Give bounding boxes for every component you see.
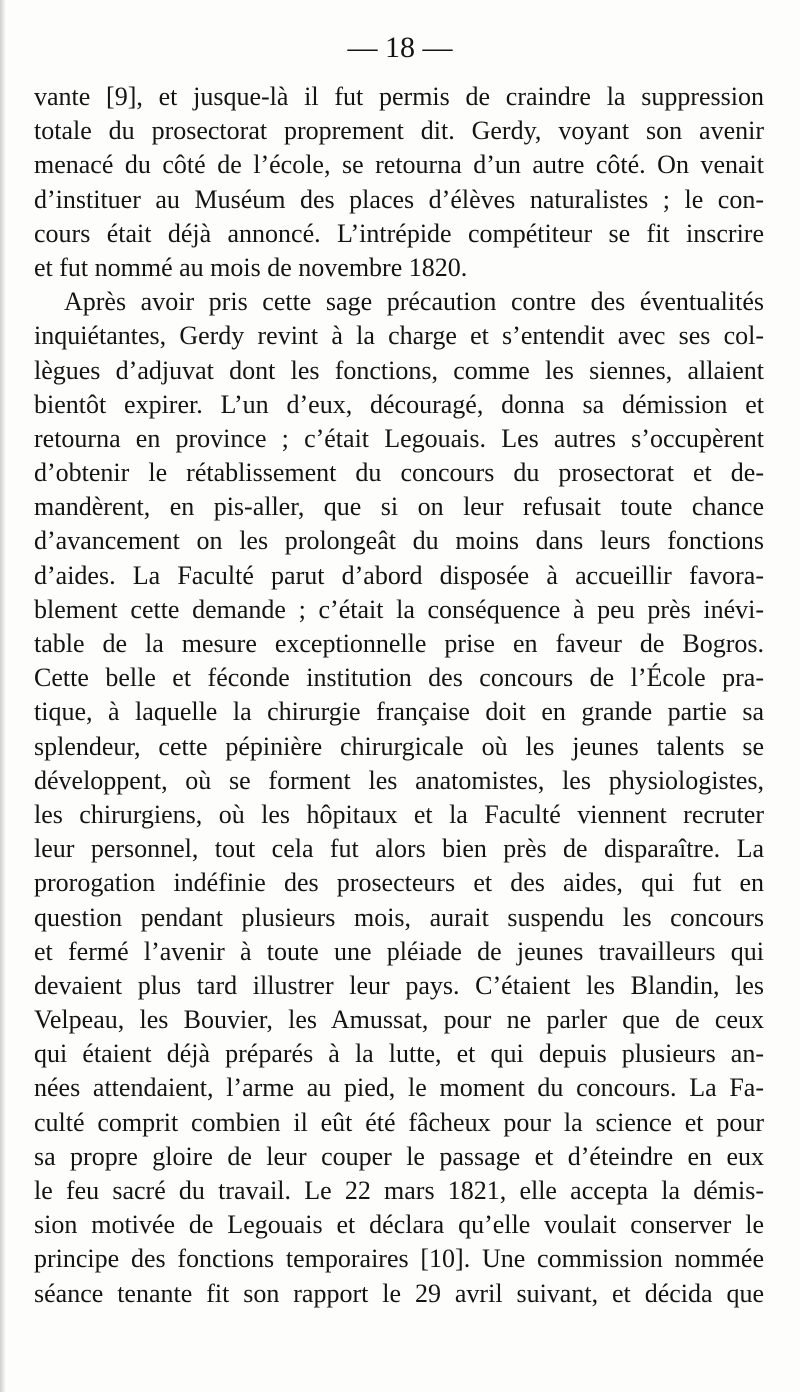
text-line: tique, à laquelle la chirurgie française doit en grande partie sa bbox=[34, 697, 764, 727]
text-line: le feu sacré du travail. Le 22 mars 1821, elle accepta la démis- bbox=[34, 1176, 764, 1205]
text-line: table de la mesure exceptionnelle prise en faveur de Bogros. bbox=[34, 629, 764, 658]
text-line: totale du prosectorat proprement dit. Gerdy, voyant son avenir bbox=[34, 116, 764, 146]
text-line: les chirurgiens, où les hôpitaux et la Faculté viennent recruter bbox=[34, 799, 764, 829]
text-line: retourna en province ; c’était Legouais. Les autres s’occupèrent bbox=[34, 423, 764, 453]
text-line: vante [9], et jusque-là il fut permis de craindre la suppression bbox=[34, 82, 764, 111]
text-line: menacé du côté de l’école, se retourna d’un autre côté. On venait bbox=[34, 150, 764, 180]
text-line: leur personnel, tout cela fut alors bien près de disparaître. La bbox=[34, 834, 764, 864]
text-line: bientôt expirer. L’un d’eux, découragé, donna sa démission et bbox=[34, 389, 764, 419]
text-line: sa propre gloire de leur couper le passage et d’éteindre en eux bbox=[34, 1141, 764, 1171]
text-line: nées attendaient, l’arme au pied, le moment du concours. La Fa- bbox=[34, 1073, 764, 1103]
text-line: Après avoir pris cette sage précaution contre des éventualités bbox=[64, 287, 764, 317]
text-line: devaient plus tard illustrer leur pays. C’étaient les Blandin, les bbox=[34, 970, 764, 1000]
text-line: lègues d’adjuvat dont les fonctions, comme les siennes, allaient bbox=[34, 355, 764, 385]
text-line: splendeur, cette pépinière chirurgicale où les jeunes talents se bbox=[34, 731, 764, 761]
text-line: principe des fonctions temporaires [10]. Une commission nommée bbox=[34, 1244, 764, 1274]
text-line: Velpeau, les Bouvier, les Amussat, pour ne parler que de ceux bbox=[34, 1005, 764, 1035]
text-line: cours était déjà annoncé. L’intrépide compétiteur se fit inscrire bbox=[34, 218, 764, 248]
text-line: d’instituer au Muséum des places d’élèves naturalistes ; le con- bbox=[34, 184, 764, 214]
text-line: culté comprit combien il eût été fâcheux pour la science et pour bbox=[34, 1107, 764, 1137]
text-line: d’avancement on les prolongeât du moins dans leurs fonctions bbox=[34, 526, 764, 556]
text-line: blement cette demande ; c’était la conséquence à peu près inévi- bbox=[34, 594, 764, 624]
text-line: et fermé l’avenir à toute une pléiade de jeunes travailleurs qui bbox=[34, 936, 764, 966]
body-text bbox=[34, 80, 764, 1311]
text-line: Cette belle et féconde institution des concours de l’École pra- bbox=[34, 663, 764, 693]
page-number: — 18 — bbox=[347, 31, 453, 64]
text-line: prorogation indéfinie des prosecteurs et des aides, qui fut en bbox=[34, 868, 764, 898]
text-line: d’aides. La Faculté parut d’abord disposée à accueillir favora- bbox=[34, 560, 764, 590]
text-line: mandèrent, en pis-aller, que si on leur refusait toute chance bbox=[34, 492, 764, 522]
text-line: et fut nommé au mois de novembre 1820. bbox=[34, 252, 468, 282]
text-line: question pendant plusieurs mois, aurait suspendu les concours bbox=[34, 902, 764, 932]
page-edge-shadow bbox=[0, 0, 6, 1392]
text-line: qui étaient déjà préparés à la lutte, et qui depuis plusieurs an- bbox=[34, 1039, 764, 1069]
text-line: séance tenante fit son rapport le 29 avril suivant, et décida que bbox=[34, 1278, 764, 1308]
text-line: développent, où se forment les anatomistes, les physiologistes, bbox=[34, 765, 764, 795]
text-line: sion motivée de Legouais et déclara qu’elle voulait conserver le bbox=[34, 1210, 764, 1240]
text-line: d’obtenir le rétablissement du concours du prosectorat et de- bbox=[34, 458, 764, 488]
text-line: inquiétantes, Gerdy revint à la charge et s’entendit avec ses col- bbox=[34, 321, 764, 351]
